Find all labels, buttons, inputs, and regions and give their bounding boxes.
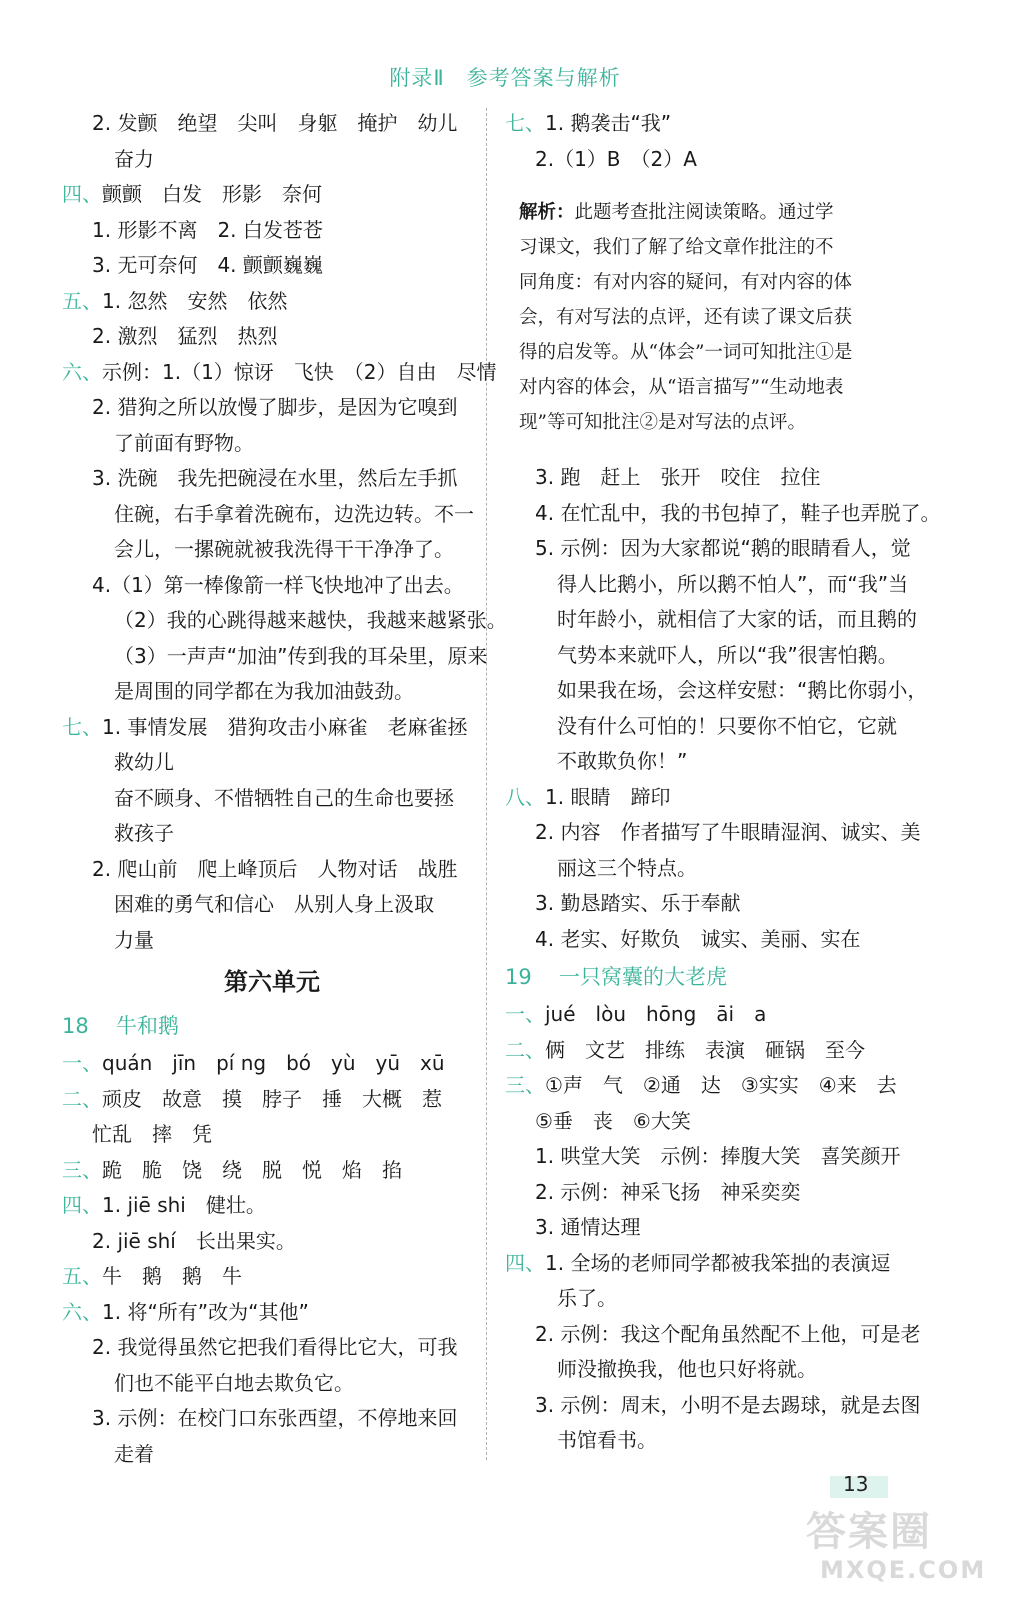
answer-text: 住碗，右手拿着洗碗布，边洗边转。不一 <box>114 501 474 526</box>
section-label: 六、 <box>62 359 102 384</box>
answer-line <box>505 567 915 603</box>
answer-text: （2）我的心跳得越来越快，我越来越紧张。 <box>114 608 507 632</box>
answer-line <box>62 213 482 249</box>
answer-text: 颤颤 白发 形影 奈何 <box>102 182 322 206</box>
answer-text: 1. 将“所有”改为“其他” <box>102 1299 309 1324</box>
unit-title: 第六单元 <box>224 968 320 996</box>
answer-text: 2. 激烈 猛烈 热烈 <box>92 324 278 348</box>
answer-text: 2. 示例：神采飞扬 神采奕奕 <box>535 1179 801 1204</box>
watermark-top: 答案圈 <box>806 1509 932 1555</box>
analysis-line-text: 同角度：有对内容的疑问，有对内容的体 <box>519 272 853 293</box>
page-number: 13 <box>843 1472 869 1496</box>
section-label: 五、 <box>62 1264 102 1288</box>
answer-line <box>505 460 915 496</box>
answer-line <box>505 1175 915 1211</box>
watermark-bottom: MXQE.COM <box>820 1556 987 1584</box>
answer-line <box>62 390 482 426</box>
answer-line <box>505 1033 915 1069</box>
answer-text: 跪 脆 饶 绕 脱 悦 焰 掐 <box>102 1157 402 1182</box>
answer-text: 3. 跑 赶上 张开 咬住 拉住 <box>535 465 821 489</box>
answer-line <box>62 852 482 888</box>
answer-line <box>505 1210 915 1246</box>
section-label: 二、 <box>505 1037 545 1062</box>
answer-line <box>62 1117 482 1153</box>
answer-line <box>62 142 482 178</box>
answer-line <box>505 602 915 638</box>
answer-text: 2. jiē shí 长出果实。 <box>92 1228 296 1253</box>
answer-text: 不敢欺负你！” <box>557 749 688 773</box>
answer-line <box>62 603 507 639</box>
answer-text: 如果我在场，会这样安慰：“鹅比你弱小， <box>557 678 928 702</box>
answer-text: （3）一声声“加油”传到我的耳朵里，原来 <box>114 643 488 668</box>
answer-line <box>505 1068 915 1104</box>
analysis-line <box>519 405 915 440</box>
analysis-line-text: 此题考查批注阅读策略。通过学 <box>574 202 834 223</box>
answer-line <box>62 1259 482 1295</box>
section-label: 三、 <box>62 1157 102 1182</box>
header-title: 参考答案与解析 <box>466 66 621 90</box>
answer-line <box>62 1401 482 1437</box>
answer-text: 示例：1.（1）惊讶 飞快 （2）自由 尽情 <box>102 359 497 384</box>
answer-text: 奋力 <box>114 146 154 171</box>
lesson-19-answers <box>505 997 921 1459</box>
answer-text: 会儿，一摞碗就被我洗得干干净净了。 <box>114 537 454 561</box>
answer-line <box>505 780 915 816</box>
answer-line <box>505 673 928 709</box>
answer-text: 3. 通情达理 <box>535 1215 641 1239</box>
answer-line <box>505 1281 915 1317</box>
section-label: 八、 <box>505 784 545 809</box>
answer-text: 5. 示例：因为大家都说“鹅的眼睛看人，觉 <box>535 536 911 560</box>
lesson-18-heading <box>62 1006 482 1046</box>
answer-line <box>505 1352 915 1388</box>
answer-text: 2.（1）B （2）A <box>535 146 697 171</box>
analysis-box <box>519 195 915 440</box>
answer-text: 俩 文艺 排练 表演 砸锅 至今 <box>545 1037 865 1062</box>
answer-line <box>505 815 921 851</box>
answer-text: 1. 全场的老师同学都被我笨拙的表演逗 <box>545 1250 891 1275</box>
section-label: 四、 <box>62 1193 102 1217</box>
answer-text: 困难的勇气和信心 从别人身上汲取 <box>114 892 434 916</box>
analysis-line-text: 现”等可知批注②是对写法的点评。 <box>519 412 806 433</box>
answer-line <box>62 887 482 923</box>
answer-text: 3. 勤恳踏实、乐于奉献 <box>535 891 741 915</box>
answer-text: 1. 鹅袭击“我” <box>545 111 672 135</box>
lesson-18-answers <box>62 1046 482 1472</box>
answer-line <box>505 1246 915 1282</box>
left-column <box>62 106 507 1472</box>
answer-line <box>505 1139 915 1175</box>
analysis-line <box>519 230 915 265</box>
answer-line <box>62 532 482 568</box>
section-label: 二、 <box>62 1086 102 1111</box>
answer-text: ①声 气 ②通 达 ③实实 ④来 去 <box>545 1073 897 1097</box>
answer-line <box>505 496 941 532</box>
analysis-line-text: 习课文，我们了解了给文章作批注的不 <box>519 237 834 258</box>
section-label: 一、 <box>62 1051 102 1075</box>
answer-text: 救孩子 <box>114 821 174 845</box>
answer-text: 4. 老实、好欺负 诚实、美丽、实在 <box>535 926 861 951</box>
analysis-line <box>519 335 915 370</box>
answer-line <box>62 1366 482 1402</box>
answer-text: 2. 我觉得虽然它把我们看得比它大，可我 <box>92 1335 458 1359</box>
answer-text: 没有什么可怕的！只要你不怕它，它就 <box>557 713 897 738</box>
analysis-line <box>519 370 915 405</box>
answer-line <box>62 106 482 142</box>
right-column <box>505 106 941 1459</box>
answer-line <box>62 745 482 781</box>
analysis-text <box>519 195 915 440</box>
answer-line <box>62 1224 482 1260</box>
analysis-label: 解析： <box>519 202 575 223</box>
answer-line <box>505 709 915 745</box>
answer-line <box>62 674 482 710</box>
answer-line <box>505 531 915 567</box>
answer-line <box>505 851 915 887</box>
answer-line <box>62 816 482 852</box>
answer-text: 1. 形影不离 2. 白发苍苍 <box>92 217 323 242</box>
answer-line <box>62 1153 482 1189</box>
answer-text: 奋不顾身、不惜牺牲自己的生命也要拯 <box>114 785 454 810</box>
answer-text: 3. 洗碗 我先把碗浸在水里，然后左手抓 <box>92 466 458 490</box>
lesson-number: 19 <box>505 965 532 989</box>
answer-text: 2. 内容 作者描写了牛眼睛湿润、诚实、美 <box>535 820 921 844</box>
answer-line <box>62 1295 482 1331</box>
answer-line <box>505 1388 921 1424</box>
column-divider <box>486 108 487 1460</box>
answer-text: 忙乱 摔 凭 <box>92 1122 212 1146</box>
watermark-logo <box>806 1500 996 1590</box>
answer-text: 2. 爬山前 爬上峰顶后 人物对话 战胜 <box>92 856 458 881</box>
answer-line <box>505 922 915 958</box>
answer-line <box>62 319 482 355</box>
answer-text: 4. 在忙乱中，我的书包掉了，鞋子也弄脱了。 <box>535 500 941 525</box>
section-label: 一、 <box>505 1002 545 1026</box>
answer-line <box>505 886 915 922</box>
answer-text: 3. 示例：在校门口东张西望，不停地来回 <box>92 1406 458 1430</box>
section-label: 七、 <box>505 111 545 135</box>
section-label: 五、 <box>62 288 102 313</box>
answer-line <box>62 923 482 959</box>
analysis-line <box>519 300 915 335</box>
right-answers-block <box>505 106 915 177</box>
answer-text: 4.（1）第一棒像箭一样飞快地冲了出去。 <box>92 572 464 597</box>
answer-text: 2. 发颤 绝望 尖叫 身躯 掩护 幼儿 <box>92 111 458 135</box>
answer-line <box>62 1330 482 1366</box>
answer-text: 时年龄小，就相信了大家的话，而且鹅的 <box>557 607 917 631</box>
answer-line <box>62 497 482 533</box>
lesson-title: 一只窝囊的大老虎 <box>559 965 727 989</box>
answer-text: 得人比鹅小，所以鹅不怕人”，而“我”当 <box>557 571 909 596</box>
answer-line <box>62 568 482 604</box>
lesson-19-heading <box>505 957 915 997</box>
answer-line <box>62 1437 482 1473</box>
right-answers-block-2 <box>505 460 941 957</box>
answer-line <box>505 1104 915 1140</box>
analysis-line <box>519 195 915 230</box>
answer-text: 了前面有野物。 <box>114 430 254 455</box>
answer-text: 气势本来就吓人，所以“我”很害怕鹅。 <box>557 642 898 667</box>
answer-line <box>505 638 915 674</box>
answer-text: 是周围的同学都在为我加油鼓劲。 <box>114 679 414 703</box>
answer-text: 丽这三个特点。 <box>557 855 697 880</box>
answer-line <box>62 1188 482 1224</box>
answer-line <box>62 1046 482 1082</box>
answer-text: 书馆看书。 <box>557 1428 657 1452</box>
answer-text: 师没撤换我，他也只好将就。 <box>557 1357 817 1381</box>
answer-text: ⑤垂 丧 ⑥大笑 <box>535 1108 691 1133</box>
answer-line <box>62 355 497 391</box>
answer-text: 走着 <box>114 1441 154 1466</box>
lesson-number: 18 <box>62 1014 89 1038</box>
answer-line <box>62 1082 482 1118</box>
section-label: 四、 <box>62 182 102 206</box>
answer-text: jué lòu hōng āi a <box>545 1002 767 1026</box>
left-answers-block <box>62 106 507 958</box>
answer-line <box>62 177 482 213</box>
answer-text: 1. 忽然 安然 依然 <box>102 288 288 313</box>
answer-text: 1. 事情发展 猎狗攻击小麻雀 老麻雀拯 <box>102 714 468 739</box>
answer-line <box>505 142 915 178</box>
analysis-line <box>519 265 915 300</box>
analysis-line-text: 得的启发等。从“体会”一词可知批注①是 <box>519 342 853 363</box>
header-appendix: 附录Ⅱ <box>389 66 445 90</box>
analysis-line-text: 会，有对写法的点评，还有读了课文后获 <box>519 307 853 328</box>
answer-text: 2. 猎狗之所以放慢了脚步，是因为它嗅到 <box>92 395 458 419</box>
section-label: 三、 <box>505 1073 545 1097</box>
answer-text: 2. 示例：我这个配角虽然配不上他，可是老 <box>535 1321 921 1346</box>
answer-line <box>62 284 482 320</box>
answer-text: 顽皮 故意 摸 脖子 捶 大概 惹 <box>102 1086 442 1111</box>
analysis-line-text: 对内容的体会，从“语言描写”“生动地表 <box>519 377 844 398</box>
answer-line <box>505 1423 915 1459</box>
answer-text: 1. jiē shi 健壮。 <box>102 1193 266 1217</box>
section-label: 六、 <box>62 1299 102 1324</box>
answer-line <box>505 106 915 142</box>
answer-line <box>62 781 482 817</box>
answer-text: 们也不能平白地去欺负它。 <box>114 1370 354 1395</box>
answer-text: 力量 <box>114 927 154 952</box>
lesson-title: 牛和鹅 <box>116 1014 179 1038</box>
answer-text: 救幼儿 <box>114 750 174 774</box>
answer-line <box>505 997 915 1033</box>
section-label: 七、 <box>62 714 102 739</box>
answer-line <box>62 461 482 497</box>
section-label: 四、 <box>505 1250 545 1275</box>
answer-text: 3. 无可奈何 4. 颤颤巍巍 <box>92 253 323 277</box>
answer-line <box>62 710 482 746</box>
answer-line <box>505 744 915 780</box>
answer-text: 3. 示例：周末，小明不是去踢球，就是去图 <box>535 1392 921 1417</box>
answer-text: 乐了。 <box>557 1286 617 1310</box>
answer-line <box>505 1317 921 1353</box>
answer-text: 1. 哄堂大笑 示例：捧腹大笑 喜笑颜开 <box>535 1144 901 1168</box>
page-header <box>0 62 1010 92</box>
answer-text: 牛 鹅 鹅 牛 <box>102 1264 242 1288</box>
answer-text: quán jīn pí ng bó yù yū xū <box>102 1051 445 1075</box>
answer-line <box>62 248 482 284</box>
answer-text: 1. 眼睛 蹄印 <box>545 784 671 809</box>
answer-line <box>62 639 488 675</box>
answer-line <box>62 426 482 462</box>
